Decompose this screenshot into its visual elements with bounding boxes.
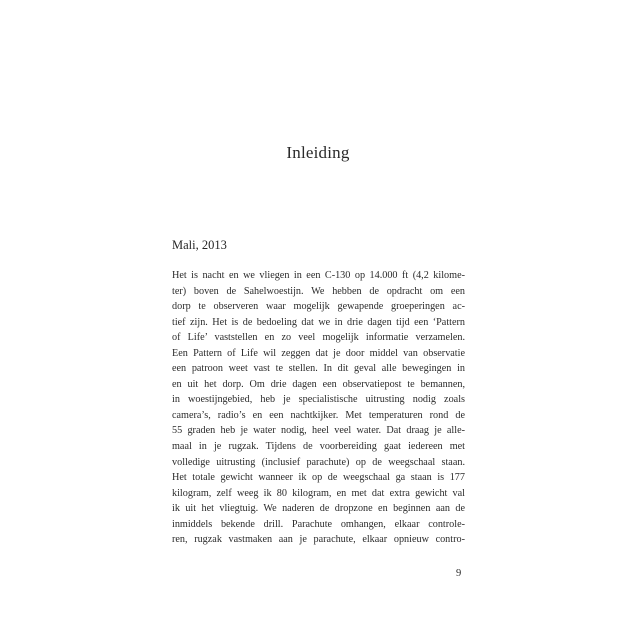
body-line: Het totale gewicht wanneer ik op de weegschaal ga staan is 177 (172, 472, 465, 484)
page-number: 9 (456, 568, 462, 579)
chapter-title: Inleiding (286, 143, 350, 162)
body-line: dorp te observeren waar mogelijk gewapende groeperingen ac- (172, 301, 465, 313)
body-line: inmiddels bekende drill. Parachute omhangen, elkaar controle- (172, 518, 465, 530)
body-line: in woestijngebied, heb je specialistische uitrusting nodig zoals (172, 394, 465, 406)
body-line: Een Pattern of Life wil zeggen dat je door middel van observatie (172, 347, 465, 359)
body-line: ren, rugzak vastmaken aan je parachute, elkaar opnieuw contro- (172, 534, 465, 546)
body-line: en uit het dorp. Om drie dagen een observatiepost te bemannen, (172, 378, 465, 390)
body-line: 55 graden heb je water nodig, heel veel water. Dat draag je alle- (172, 425, 465, 437)
body-line: ter) boven de Sahelwoestijn. We hebben de opdracht om een (172, 285, 465, 297)
body-line: tief zijn. Het is de bedoeling dat we in drie dagen tijd een ‘Pattern (172, 316, 465, 328)
body-text (172, 268, 465, 548)
body-line: maal in je rugzak. Tijdens de voorbereiding gaat iedereen met (172, 441, 465, 453)
body-line: een patroon weet vast te stellen. In dit geval alle bewegingen in (172, 363, 465, 375)
body-line: volledige uitrusting (inclusief parachute) op de weegschaal staan. (172, 456, 465, 468)
body-line: kilogram, zelf weeg ik 80 kilogram, en met dat extra gewicht val (172, 487, 465, 499)
body-line: of Life’ vaststellen en zo veel mogelijk informatie verzamelen. (172, 332, 465, 344)
body-line: ik uit het vliegtuig. We naderen de dropzone en beginnen aan de (172, 503, 465, 515)
body-line: camera’s, radio’s en een nachtkijker. Met temperaturen rond de (172, 409, 465, 421)
section-heading: Mali, 2013 (172, 238, 227, 252)
body-line: Het is nacht en we vliegen in een C-130 op 14.000 ft (4,2 kilome- (172, 270, 465, 281)
